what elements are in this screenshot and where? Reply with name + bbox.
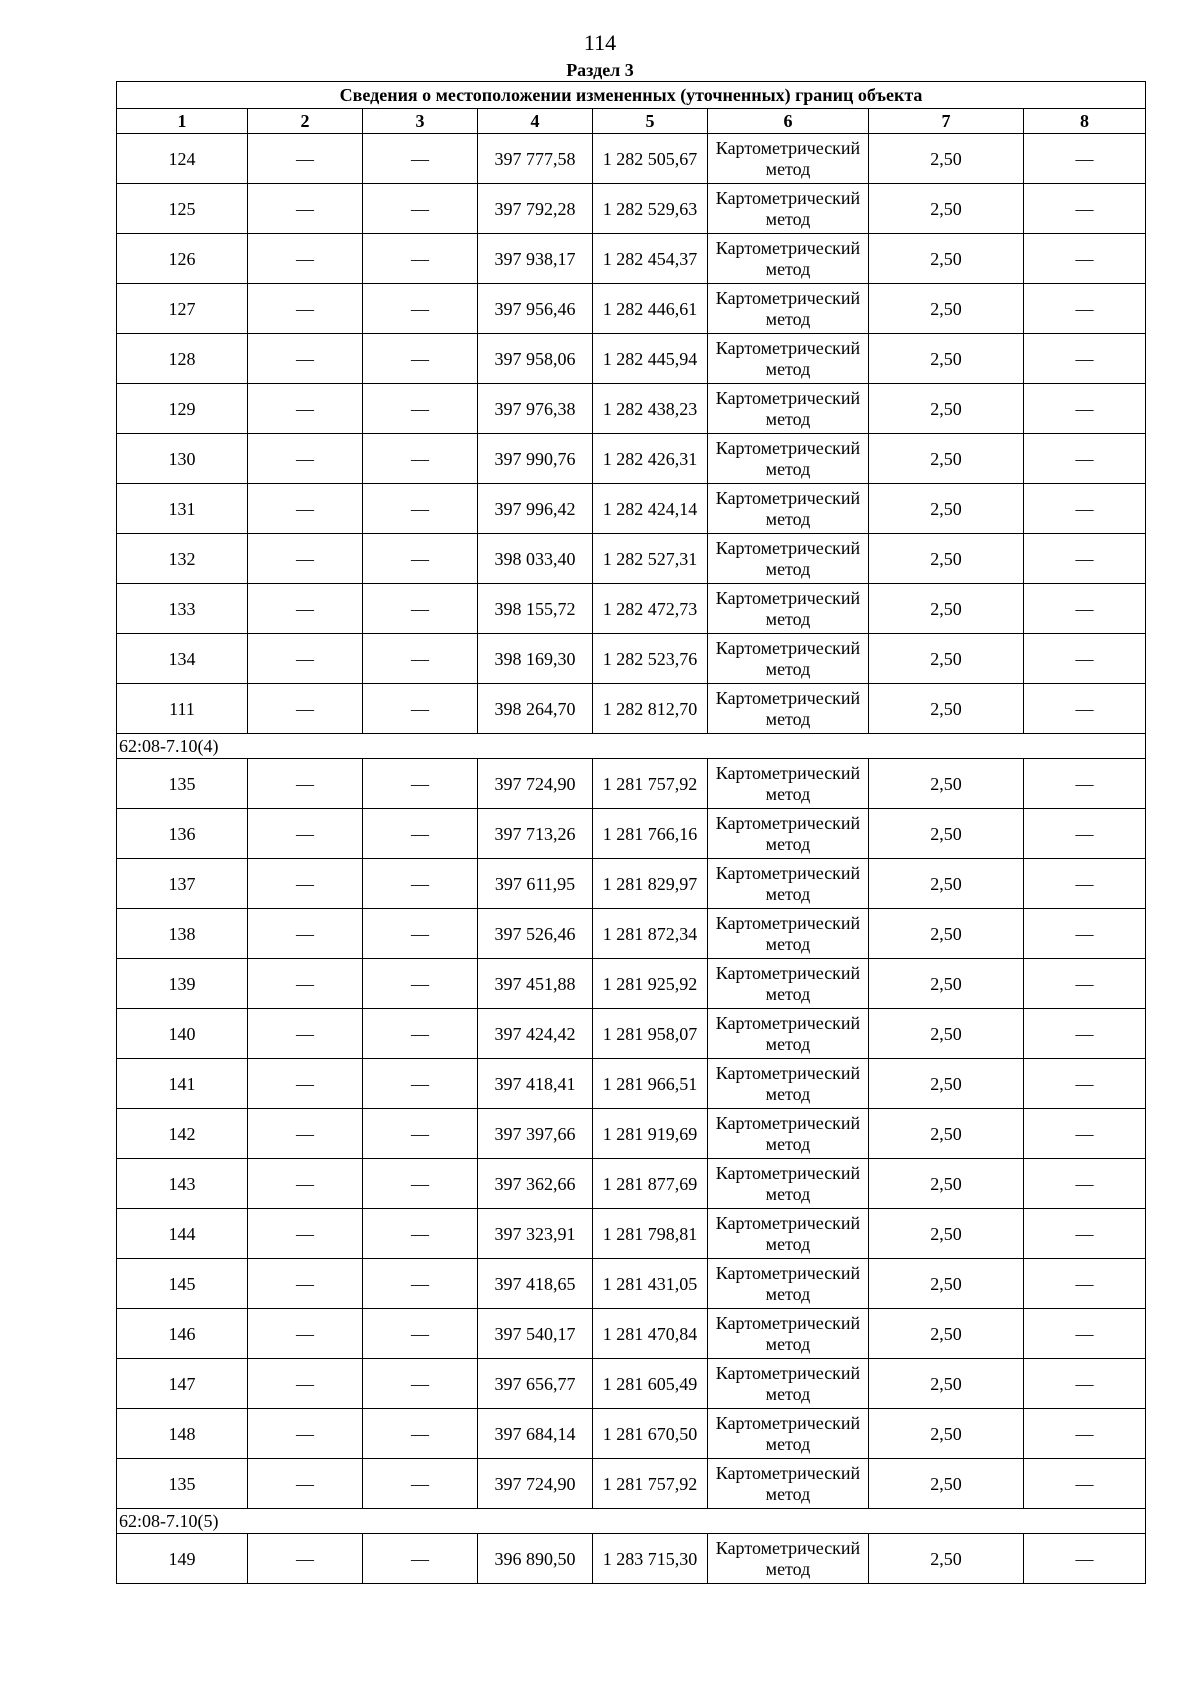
cell-col-7: 2,50 [869,484,1024,534]
cell-col-4: 398 264,70 [478,684,593,734]
table-row [117,384,1146,434]
cell-col-3: — [363,1209,478,1259]
cell-col-2: — [248,384,363,434]
cell-col-2: — [248,434,363,484]
cell-col-3: — [363,134,478,184]
cell-col-1: 137 [117,859,248,909]
table-row [117,859,1146,909]
cell-col-6: Картометрический метод [708,534,869,584]
cell-col-3: — [363,859,478,909]
cell-col-5: 1 282 424,14 [593,484,708,534]
cell-col-2: — [248,1409,363,1459]
cell-col-7: 2,50 [869,1009,1024,1059]
cell-col-5: 1 282 454,37 [593,234,708,284]
cell-col-5: 1 281 829,97 [593,859,708,909]
column-header: 1 [117,109,248,134]
cell-col-4: 397 976,38 [478,384,593,434]
cell-col-5: 1 282 426,31 [593,434,708,484]
cell-col-5: 1 281 872,34 [593,909,708,959]
cell-col-2: — [248,1109,363,1159]
cell-col-6: Картометрический метод [708,384,869,434]
cell-col-3: — [363,1409,478,1459]
cell-col-8: — [1024,684,1146,734]
cell-col-2: — [248,634,363,684]
cell-col-6: Картометрический метод [708,1009,869,1059]
cell-col-3: — [363,1159,478,1209]
cell-col-2: — [248,284,363,334]
cell-col-3: — [363,1109,478,1159]
cell-col-7: 2,50 [869,1109,1024,1159]
table-row [117,1159,1146,1209]
cell-col-6: Картометрический метод [708,1409,869,1459]
cell-col-6: Картометрический метод [708,1359,869,1409]
cell-col-4: 397 990,76 [478,434,593,484]
cell-col-7: 2,50 [869,1259,1024,1309]
cell-col-8: — [1024,384,1146,434]
cell-col-4: 397 540,17 [478,1309,593,1359]
cell-col-8: — [1024,809,1146,859]
cell-col-1: 129 [117,384,248,434]
cell-col-8: — [1024,859,1146,909]
cell-col-5: 1 281 757,92 [593,759,708,809]
cell-col-1: 125 [117,184,248,234]
table-row [117,484,1146,534]
cell-col-7: 2,50 [869,384,1024,434]
cell-col-8: — [1024,134,1146,184]
cell-col-7: 2,50 [869,434,1024,484]
cell-col-5: 1 281 798,81 [593,1209,708,1259]
table-row [117,184,1146,234]
cell-col-4: 397 323,91 [478,1209,593,1259]
cell-col-3: — [363,959,478,1009]
cell-col-6: Картометрический метод [708,1209,869,1259]
cell-col-7: 2,50 [869,284,1024,334]
cell-col-5: 1 282 523,76 [593,634,708,684]
cell-col-7: 2,50 [869,584,1024,634]
cell-col-1: 126 [117,234,248,284]
cell-col-7: 2,50 [869,1534,1024,1584]
table-row [117,909,1146,959]
cell-col-7: 2,50 [869,1159,1024,1209]
cell-col-5: 1 281 966,51 [593,1059,708,1109]
cell-col-7: 2,50 [869,534,1024,584]
cell-col-8: — [1024,1159,1146,1209]
cell-col-6: Картометрический метод [708,184,869,234]
cell-col-7: 2,50 [869,759,1024,809]
group-row [117,1509,1146,1534]
cell-col-6: Картометрический метод [708,434,869,484]
cell-col-6: Картометрический метод [708,134,869,184]
cell-col-1: 145 [117,1259,248,1309]
cell-col-4: 397 418,41 [478,1059,593,1109]
cell-col-8: — [1024,1009,1146,1059]
cell-col-8: — [1024,759,1146,809]
cell-col-6: Картометрический метод [708,909,869,959]
cell-col-7: 2,50 [869,634,1024,684]
table-row [117,1259,1146,1309]
cell-col-2: — [248,1309,363,1359]
table-row [117,1309,1146,1359]
cell-col-4: 397 418,65 [478,1259,593,1309]
cell-col-1: 141 [117,1059,248,1109]
group-label: 62:08-7.10(5) [117,1509,1146,1534]
boundary-coordinates-table [116,81,1146,1584]
cell-col-4: 397 724,90 [478,1459,593,1509]
cell-col-1: 140 [117,1009,248,1059]
cell-col-8: — [1024,1109,1146,1159]
cell-col-1: 135 [117,759,248,809]
cell-col-5: 1 281 757,92 [593,1459,708,1509]
cell-col-7: 2,50 [869,1209,1024,1259]
cell-col-2: — [248,909,363,959]
cell-col-5: 1 281 919,69 [593,1109,708,1159]
cell-col-8: — [1024,959,1146,1009]
cell-col-6: Картометрический метод [708,484,869,534]
cell-col-3: — [363,434,478,484]
cell-col-8: — [1024,1359,1146,1409]
cell-col-8: — [1024,1534,1146,1584]
table-row [117,1009,1146,1059]
cell-col-6: Картометрический метод [708,859,869,909]
cell-col-1: 111 [117,684,248,734]
cell-col-2: — [248,684,363,734]
table-row [117,1359,1146,1409]
table-caption: Сведения о местоположении измененных (уточненных) границ объекта [117,82,1146,109]
cell-col-6: Картометрический метод [708,1534,869,1584]
table-row [117,809,1146,859]
cell-col-7: 2,50 [869,134,1024,184]
cell-col-1: 143 [117,1159,248,1209]
cell-col-4: 397 526,46 [478,909,593,959]
cell-col-6: Картометрический метод [708,1459,869,1509]
cell-col-6: Картометрический метод [708,809,869,859]
cell-col-1: 124 [117,134,248,184]
cell-col-7: 2,50 [869,184,1024,234]
cell-col-1: 135 [117,1459,248,1509]
cell-col-1: 142 [117,1109,248,1159]
cell-col-8: — [1024,1309,1146,1359]
cell-col-5: 1 282 438,23 [593,384,708,434]
table-row [117,1409,1146,1459]
cell-col-7: 2,50 [869,1059,1024,1109]
cell-col-3: — [363,1534,478,1584]
cell-col-3: — [363,759,478,809]
cell-col-3: — [363,1009,478,1059]
cell-col-4: 397 958,06 [478,334,593,384]
cell-col-4: 398 033,40 [478,534,593,584]
cell-col-5: 1 281 766,16 [593,809,708,859]
section-title: Раздел 3 [566,60,634,80]
cell-col-1: 128 [117,334,248,384]
cell-col-3: — [363,284,478,334]
cell-col-4: 397 397,66 [478,1109,593,1159]
cell-col-6: Картометрический метод [708,1159,869,1209]
cell-col-1: 127 [117,284,248,334]
cell-col-1: 138 [117,909,248,959]
cell-col-5: 1 281 958,07 [593,1009,708,1059]
table-row [117,334,1146,384]
cell-col-5: 1 281 670,50 [593,1409,708,1459]
cell-col-8: — [1024,1409,1146,1459]
cell-col-8: — [1024,634,1146,684]
cell-col-2: — [248,1209,363,1259]
cell-col-4: 397 956,46 [478,284,593,334]
table-row [117,959,1146,1009]
cell-col-7: 2,50 [869,334,1024,384]
column-header: 2 [248,109,363,134]
cell-col-1: 131 [117,484,248,534]
cell-col-2: — [248,1259,363,1309]
cell-col-2: — [248,584,363,634]
cell-col-4: 397 996,42 [478,484,593,534]
cell-col-5: 1 282 529,63 [593,184,708,234]
cell-col-7: 2,50 [869,959,1024,1009]
cell-col-5: 1 281 605,49 [593,1359,708,1409]
cell-col-5: 1 282 445,94 [593,334,708,384]
cell-col-1: 130 [117,434,248,484]
cell-col-7: 2,50 [869,1309,1024,1359]
cell-col-3: — [363,534,478,584]
cell-col-2: — [248,534,363,584]
cell-col-3: — [363,1309,478,1359]
column-header: 5 [593,109,708,134]
cell-col-3: — [363,634,478,684]
cell-col-4: 397 792,28 [478,184,593,234]
cell-col-8: — [1024,334,1146,384]
cell-col-2: — [248,1059,363,1109]
cell-col-2: — [248,859,363,909]
table-row [117,1534,1146,1584]
table-row [117,234,1146,284]
cell-col-6: Картометрический метод [708,334,869,384]
cell-col-4: 396 890,50 [478,1534,593,1584]
table-row [117,1059,1146,1109]
cell-col-1: 134 [117,634,248,684]
cell-col-2: — [248,1009,363,1059]
cell-col-6: Картометрический метод [708,959,869,1009]
table-body [117,134,1146,1584]
cell-col-4: 397 777,58 [478,134,593,184]
cell-col-2: — [248,959,363,1009]
cell-col-6: Картометрический метод [708,684,869,734]
cell-col-5: 1 282 505,67 [593,134,708,184]
cell-col-4: 397 724,90 [478,759,593,809]
cell-col-7: 2,50 [869,234,1024,284]
cell-col-8: — [1024,1209,1146,1259]
cell-col-4: 397 611,95 [478,859,593,909]
cell-col-5: 1 281 431,05 [593,1259,708,1309]
cell-col-1: 133 [117,584,248,634]
cell-col-6: Картометрический метод [708,234,869,284]
cell-col-8: — [1024,184,1146,234]
cell-col-3: — [363,1259,478,1309]
cell-col-4: 397 656,77 [478,1359,593,1409]
cell-col-8: — [1024,234,1146,284]
cell-col-3: — [363,809,478,859]
cell-col-3: — [363,584,478,634]
cell-col-3: — [363,909,478,959]
cell-col-2: — [248,484,363,534]
cell-col-3: — [363,484,478,534]
cell-col-3: — [363,1059,478,1109]
cell-col-4: 397 713,26 [478,809,593,859]
cell-col-2: — [248,759,363,809]
cell-col-6: Картометрический метод [708,1259,869,1309]
table-row [117,634,1146,684]
cell-col-2: — [248,1534,363,1584]
cell-col-3: — [363,334,478,384]
cell-col-4: 398 155,72 [478,584,593,634]
table-row [117,584,1146,634]
cell-col-8: — [1024,434,1146,484]
cell-col-6: Картометрический метод [708,584,869,634]
cell-col-4: 398 169,30 [478,634,593,684]
cell-col-5: 1 281 877,69 [593,1159,708,1209]
cell-col-2: — [248,1359,363,1409]
cell-col-5: 1 281 925,92 [593,959,708,1009]
group-row [117,734,1146,759]
table-row [117,534,1146,584]
group-label: 62:08-7.10(4) [117,734,1146,759]
cell-col-4: 397 684,14 [478,1409,593,1459]
cell-col-6: Картометрический метод [708,1309,869,1359]
cell-col-3: — [363,1459,478,1509]
column-header: 7 [869,109,1024,134]
cell-col-5: 1 283 715,30 [593,1534,708,1584]
table-row [117,134,1146,184]
cell-col-6: Картометрический метод [708,634,869,684]
cell-col-5: 1 281 470,84 [593,1309,708,1359]
cell-col-7: 2,50 [869,684,1024,734]
cell-col-3: — [363,384,478,434]
cell-col-1: 148 [117,1409,248,1459]
cell-col-2: — [248,1159,363,1209]
page-number: 114 [583,30,617,55]
cell-col-8: — [1024,584,1146,634]
cell-col-4: 397 451,88 [478,959,593,1009]
cell-col-2: — [248,134,363,184]
column-header: 8 [1024,109,1146,134]
cell-col-8: — [1024,1459,1146,1509]
cell-col-1: 144 [117,1209,248,1259]
cell-col-5: 1 282 446,61 [593,284,708,334]
cell-col-6: Картометрический метод [708,284,869,334]
cell-col-4: 397 938,17 [478,234,593,284]
cell-col-6: Картометрический метод [708,1059,869,1109]
cell-col-8: — [1024,284,1146,334]
cell-col-3: — [363,184,478,234]
cell-col-1: 132 [117,534,248,584]
column-header: 6 [708,109,869,134]
cell-col-8: — [1024,909,1146,959]
cell-col-7: 2,50 [869,809,1024,859]
table-row [117,1459,1146,1509]
cell-col-8: — [1024,484,1146,534]
table-row [117,1109,1146,1159]
cell-col-2: — [248,184,363,234]
cell-col-5: 1 282 472,73 [593,584,708,634]
cell-col-4: 397 362,66 [478,1159,593,1209]
cell-col-1: 139 [117,959,248,1009]
cell-col-1: 149 [117,1534,248,1584]
cell-col-2: — [248,234,363,284]
cell-col-6: Картометрический метод [708,1109,869,1159]
cell-col-7: 2,50 [869,1359,1024,1409]
cell-col-7: 2,50 [869,1459,1024,1509]
column-header-row [117,109,1146,134]
cell-col-3: — [363,1359,478,1409]
cell-col-7: 2,50 [869,909,1024,959]
column-header: 3 [363,109,478,134]
cell-col-1: 136 [117,809,248,859]
cell-col-8: — [1024,1259,1146,1309]
cell-col-7: 2,50 [869,1409,1024,1459]
cell-col-3: — [363,234,478,284]
cell-col-1: 146 [117,1309,248,1359]
cell-col-6: Картометрический метод [708,759,869,809]
column-header: 4 [478,109,593,134]
cell-col-7: 2,50 [869,859,1024,909]
cell-col-3: — [363,684,478,734]
table-row [117,759,1146,809]
cell-col-8: — [1024,534,1146,584]
table-row [117,1209,1146,1259]
table-caption-row [117,82,1146,109]
cell-col-2: — [248,809,363,859]
cell-col-1: 147 [117,1359,248,1409]
cell-col-5: 1 282 812,70 [593,684,708,734]
cell-col-5: 1 282 527,31 [593,534,708,584]
cell-col-4: 397 424,42 [478,1009,593,1059]
table-row [117,434,1146,484]
table-row [117,284,1146,334]
cell-col-2: — [248,1459,363,1509]
cell-col-2: — [248,334,363,384]
table-row [117,684,1146,734]
cell-col-8: — [1024,1059,1146,1109]
